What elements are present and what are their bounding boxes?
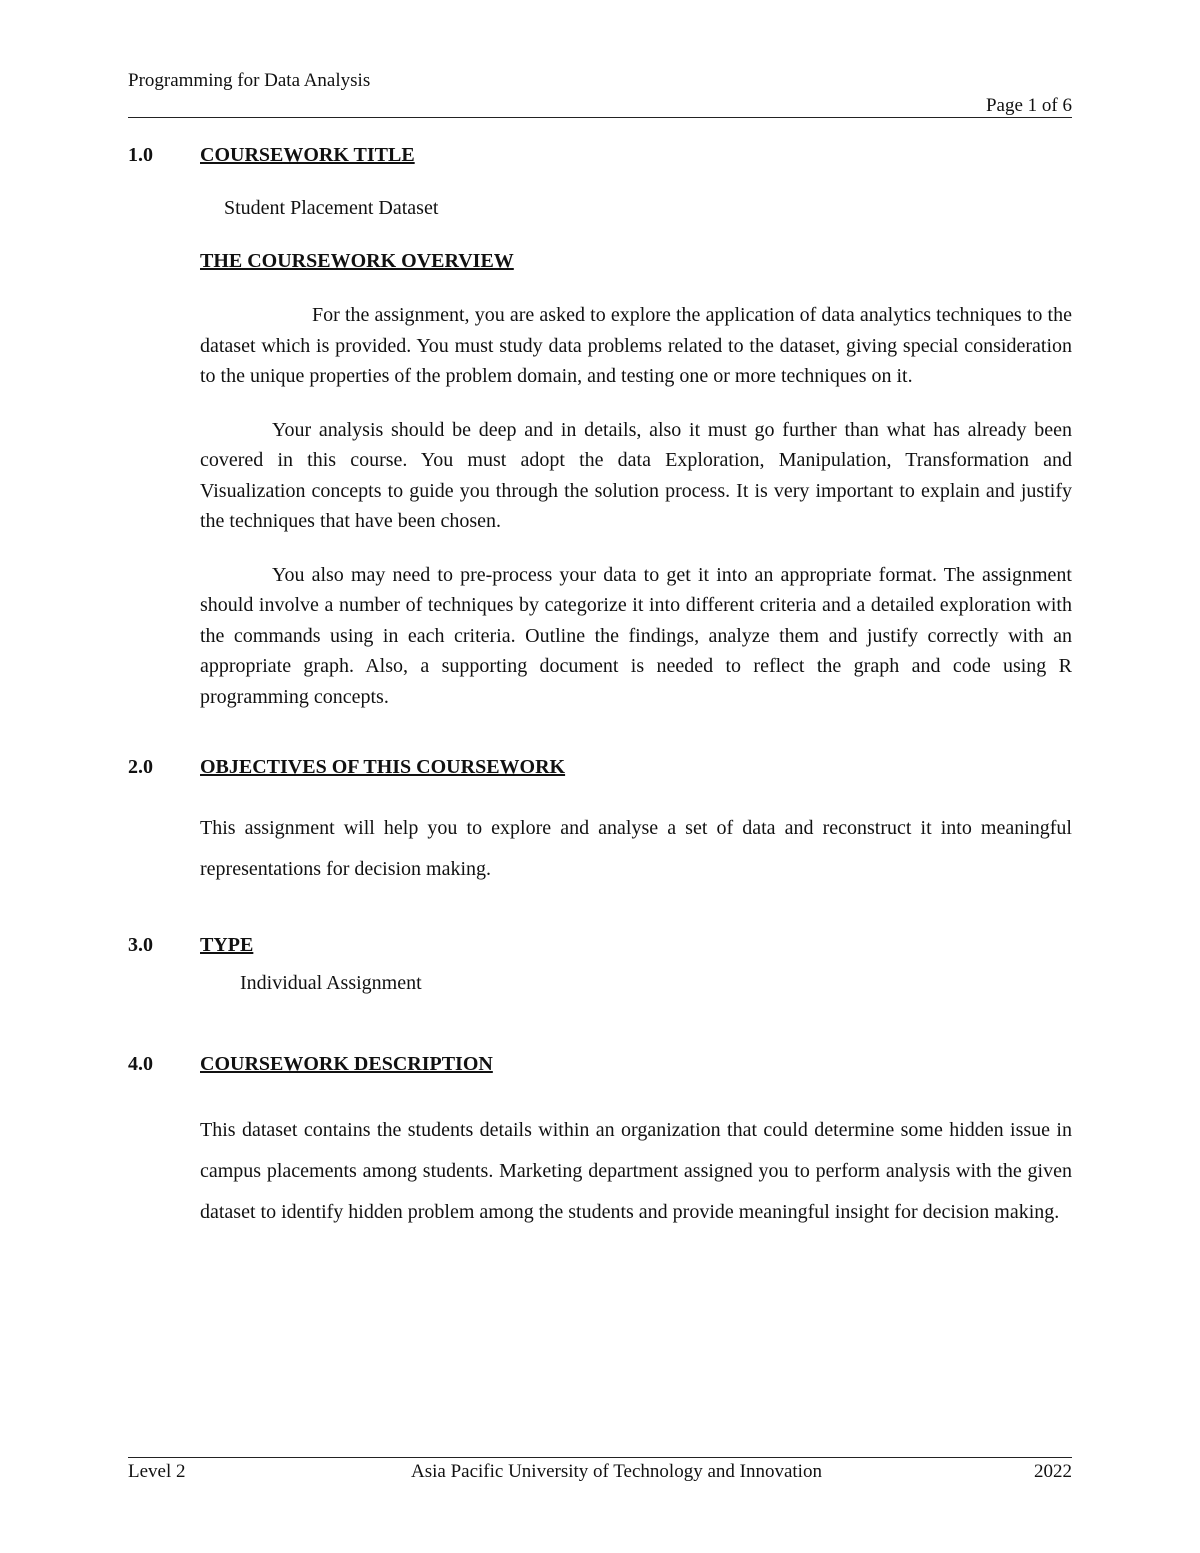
overview-heading-text: THE COURSEWORK OVERVIEW (200, 250, 514, 272)
overview-paragraph-2: Your analysis should be deep and in details, also it must go further than what has already been covered in this course. You must adopt the data Exploration, Manipulation, Transformation and Visualization concepts to guide you through the solution process. It is very important to explain and justify the techniques that have been chosen. (200, 418, 1072, 532)
section-4-heading (128, 1049, 1072, 1079)
objectives-text: This assignment will help you to explore and analyse a set of data and reconstruct it into meaningful representations for decision making. (200, 817, 1072, 880)
overview-paragraph-1: For the assignment, you are asked to explore the application of data analytics techniques to the dataset which is provided. You must study data problems related to the dataset, giving special consideration to the unique properties of the problem domain, and testing one or more techniques on it. (200, 304, 1072, 387)
header-course-name: Programming for Data Analysis (128, 70, 371, 91)
type-value: Individual Assignment (240, 972, 422, 994)
coursework-title-value: Student Placement Dataset (224, 197, 439, 219)
document-body (128, 140, 1072, 1233)
section-title: TYPE (200, 934, 254, 956)
footer-level: Level 2 (128, 1461, 186, 1482)
section-number: 3.0 (128, 934, 153, 956)
section-title: COURSEWORK TITLE (200, 144, 415, 166)
section-number: 1.0 (128, 144, 153, 166)
section-title: COURSEWORK DESCRIPTION (200, 1053, 493, 1075)
footer-rule (128, 1457, 1072, 1458)
section-number: 4.0 (128, 1053, 153, 1075)
section-3-heading (128, 930, 1072, 960)
description-text: This dataset contains the students details within an organization that could determine some hidden issue in campus placements among students. Marketing department assigned you to perform analysis with the given dataset to identify hidden problem among the students and provide meaningful insight for decision making. (200, 1119, 1072, 1223)
section-title: OBJECTIVES OF THIS COURSEWORK (200, 756, 566, 778)
footer-institution: Asia Pacific University of Technology and Innovation (411, 1461, 822, 1482)
header-page-indicator: Page 1 of 6 (985, 95, 1072, 116)
footer-year: 2022 (1034, 1461, 1072, 1482)
overview-paragraph-3: You also may need to pre-process your data to get it into an appropriate format. The assignment should involve a number of techniques by categorize it into different criteria and a detailed exploration with the commands using in each criteria. Outline the findings, analyze them and justify correctly with an appropriate graph. Also, a supporting document is needed to reflect the graph and code using R programming concepts. (200, 563, 1072, 708)
section-number: 2.0 (128, 756, 153, 778)
overview-heading (200, 246, 1072, 276)
header-rule (128, 117, 1072, 118)
section-2-heading (128, 752, 1072, 782)
section-1-heading (128, 140, 1072, 170)
